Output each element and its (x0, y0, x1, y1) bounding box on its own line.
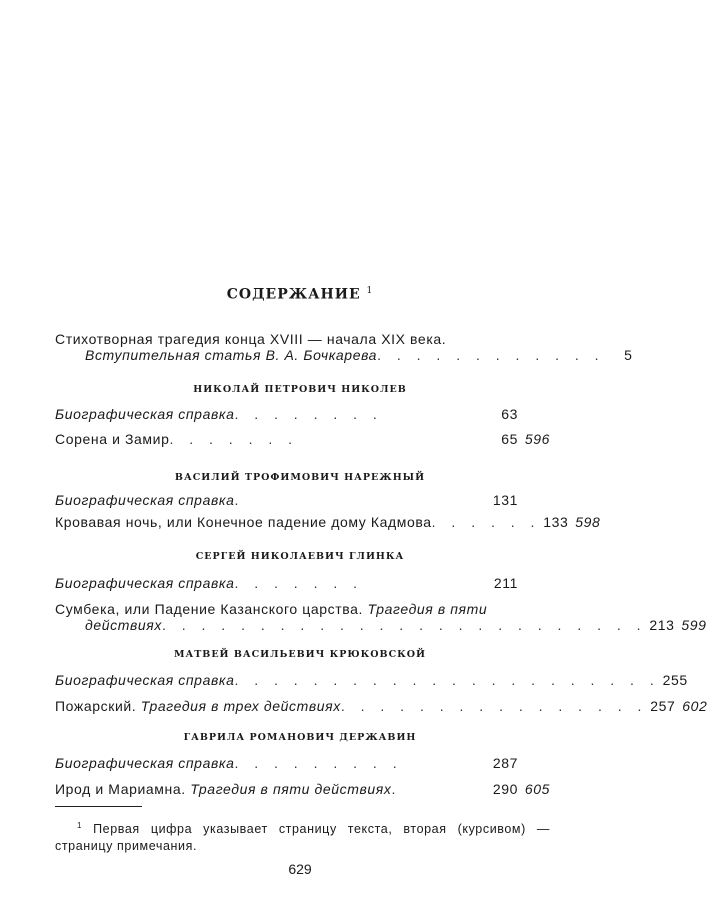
toc-entry[interactable]: Биографическая справка . . . . . . . . . . . . . . . . . . . . . . 255 (55, 672, 688, 688)
toc-entry[interactable]: Биографическая справка . . . . . . . 211 (55, 575, 518, 591)
toc-entry[interactable]: Биографическая справка . 131 (55, 492, 518, 508)
author-heading: МАТВЕЙ ВАСИЛЬЕВИЧ КРЮКОВСКОЙ (173, 649, 427, 660)
entry-page: 257 (650, 698, 676, 714)
entry-note-page: 598 (575, 514, 601, 530)
entry-title-text: Пожарский. (55, 698, 137, 714)
entry-title: Биографическая справка (55, 755, 235, 771)
entry-subtitle: Трагедия в пяти (367, 601, 488, 617)
toc-entry-title-line[interactable] (55, 601, 487, 617)
author-heading: ГАВРИЛА РОМАНОВИЧ ДЕРЖАВИН (183, 732, 417, 743)
entry-page: 255 (662, 672, 688, 688)
entry-note-page: 605 (524, 781, 550, 797)
entry-subtitle: Трагедия в пяти действиях (190, 781, 392, 797)
author-heading: ВАСИЛИЙ ТРОФИМОВИЧ НАРЕЖНЫЙ (174, 472, 426, 483)
footnote-rule (55, 806, 142, 807)
footnote-mark: 1 (77, 821, 83, 830)
entry-title: Биографическая справка (55, 672, 235, 688)
author-heading: НИКОЛАЙ ПЕТРОВИЧ НИКОЛЕВ (193, 384, 407, 395)
entry-subtitle: действиях (85, 617, 162, 633)
page-title (0, 286, 600, 303)
toc-entry[interactable]: Ирод и Мариамна. Трагедия в пяти действиях . 290 605 (55, 781, 550, 797)
entry-page: 133 (543, 514, 569, 530)
entry-title (55, 781, 391, 797)
entry-title: Биографическая справка (55, 492, 235, 508)
entry-page: 131 (492, 492, 518, 508)
toc-entry-intro[interactable]: Вступительная статья В. А. Бочкарева . . . . . . . . . . . . 5 (85, 347, 633, 363)
entry-title: Сорена и Замир (55, 431, 170, 447)
entry-title: Вступительная статья В. А. Бочкарева (85, 347, 378, 363)
entry-page: 213 (649, 617, 675, 633)
entry-note-page: 599 (681, 617, 707, 633)
footnote-mark: 1 (366, 286, 374, 296)
entry-note-page: 602 (682, 698, 707, 714)
entry-subtitle: Трагедия в трех действиях (140, 698, 341, 714)
toc-entry[interactable]: Сорена и Замир . . . . . . . 65 596 (55, 431, 550, 447)
entry-title: Биографическая справка (55, 575, 235, 591)
entry-title: Сумбека, или Падение Казанского царства. (55, 601, 364, 617)
toc-entry[interactable]: действиях . . . . . . . . . . . . . . . . . . . . . . . . . 213 599 (85, 617, 707, 633)
entry-note-page: 596 (524, 431, 550, 447)
entry-title-text: Ирод и Мариамна. (55, 781, 186, 797)
entry-page: 5 (624, 347, 633, 363)
entry-page: 211 (493, 575, 518, 591)
entry-page: 63 (501, 406, 518, 422)
entry-page: 287 (492, 755, 518, 771)
entry-page: 65 (501, 431, 518, 447)
title-text: СОДЕРЖАНИЕ (226, 286, 361, 303)
entry-title: Биографическая справка (55, 406, 235, 422)
author-heading: СЕРГЕЙ НИКОЛАЕВИЧ ГЛИНКА (195, 551, 405, 562)
footnote (55, 817, 550, 855)
toc-entry[interactable]: Пожарский. Трагедия в трех действиях . . . . . . . . . . . . . . . . 257 602 (55, 698, 707, 714)
toc-entry[interactable]: Биографическая справка . . . . . . . . 63 (55, 406, 518, 422)
entry-page: 290 (492, 781, 518, 797)
entry-title (55, 698, 341, 714)
entry-title: Кровавая ночь, или Конечное падение дому Кадмова (55, 514, 432, 530)
toc-entry[interactable]: Кровавая ночь, или Конечное падение дому Кадмова . . . . . . 133 598 (55, 514, 601, 530)
page-number: 629 (288, 861, 312, 877)
intro-line1: Стихотворная трагедия конца XVIII — начала XIX века. (55, 331, 447, 347)
footnote-text: Первая цифра указывает страницу текста, вторая (курсивом) — страницу примечания. (55, 822, 551, 854)
toc-entry[interactable]: Биографическая справка . . . . . . . . . 287 (55, 755, 518, 771)
